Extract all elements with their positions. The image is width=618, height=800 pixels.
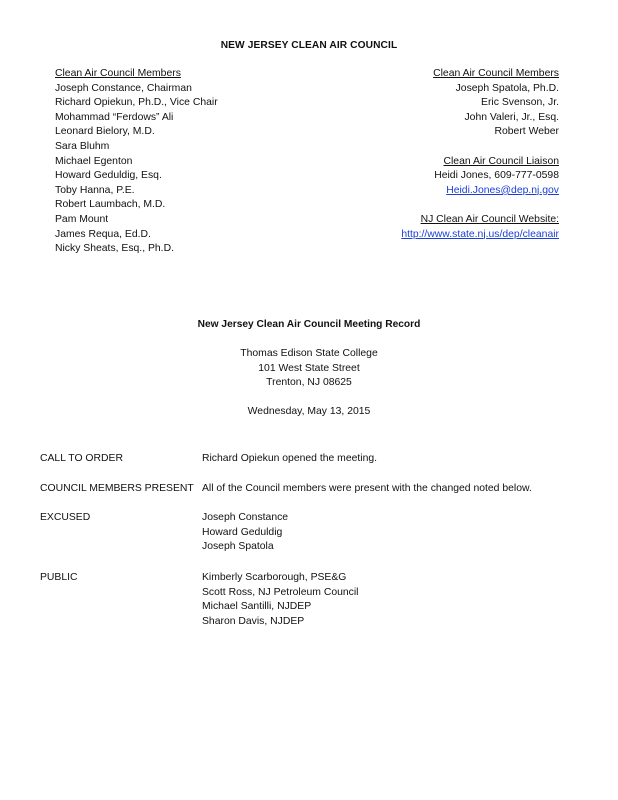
member-name: Eric Svenson, Jr. — [481, 97, 559, 109]
public-attendee: Michael Santilli, NJDEP — [202, 601, 312, 613]
section-text: Richard Opiekun opened the meeting. — [202, 453, 378, 464]
member-name: Sara Bluhm — [55, 140, 110, 152]
excused-name: Howard Geduldig — [202, 526, 283, 538]
member-name: Michael Egenton — [55, 155, 133, 167]
section-label: CALL TO ORDER — [40, 453, 123, 464]
website-heading: NJ Clean Air Council Website: — [420, 213, 559, 225]
excused-name: Joseph Constance — [202, 512, 289, 523]
members-heading-right: Clean Air Council Members — [433, 68, 559, 79]
section-label: EXCUSED — [40, 512, 91, 523]
members-list-left — [55, 67, 315, 257]
member-name: Joseph Spatola, Ph.D. — [455, 82, 559, 94]
liaison-email-link[interactable]: Heidi.Jones@dep.nj.gov — [446, 184, 559, 196]
spacer — [299, 198, 559, 213]
member-name: John Valeri, Jr., Esq. — [464, 111, 559, 123]
public-attendee: Sharon Davis, NJDEP — [202, 615, 305, 627]
member-name: Nicky Sheats, Esq., Ph.D. — [55, 243, 174, 255]
member-name: Robert Laumbach, M.D. — [55, 199, 166, 211]
meeting-venue — [0, 347, 618, 391]
venue-line: 101 West State Street — [258, 362, 360, 374]
liaison-contact: Heidi Jones, 609-777-0598 — [434, 170, 559, 182]
spacer — [299, 140, 559, 155]
member-name: Howard Geduldig, Esq. — [55, 170, 162, 182]
section-label: PUBLIC — [40, 572, 78, 583]
document-title: NEW JERSEY CLEAN AIR COUNCIL — [220, 40, 398, 51]
member-name: Toby Hanna, P.E. — [55, 184, 135, 196]
member-name: Leonard Bielory, M.D. — [55, 126, 155, 138]
member-name: James Requa, Ed.D. — [55, 228, 151, 240]
member-name: Joseph Constance, Chairman — [55, 82, 192, 94]
website-link[interactable]: http://www.state.nj.us/dep/cleanair — [401, 228, 559, 240]
meeting-date: Wednesday, May 13, 2015 — [247, 406, 371, 417]
members-list-right — [299, 67, 559, 242]
member-name: Robert Weber — [494, 126, 559, 138]
member-name: Mohammad “Ferdows” Ali — [55, 111, 174, 123]
excused-name: Joseph Spatola — [202, 541, 274, 553]
members-heading-left: Clean Air Council Members — [55, 68, 181, 79]
member-name: Richard Opiekun, Ph.D., Vice Chair — [55, 97, 218, 109]
public-attendee: Scott Ross, NJ Petroleum Council — [202, 586, 359, 598]
section-text: All of the Council members were present with the changed noted below. — [202, 483, 532, 494]
member-name: Pam Mount — [55, 213, 109, 225]
public-attendee: Kimberly Scarborough, PSE&G — [202, 572, 347, 583]
venue-line: Trenton, NJ 08625 — [266, 377, 352, 389]
venue-line: Thomas Edison State College — [240, 348, 378, 359]
section-label: COUNCIL MEMBERS PRESENT — [40, 483, 194, 494]
liaison-heading: Clean Air Council Liaison — [443, 155, 559, 167]
meeting-record-title: New Jersey Clean Air Council Meeting Record — [197, 319, 421, 330]
